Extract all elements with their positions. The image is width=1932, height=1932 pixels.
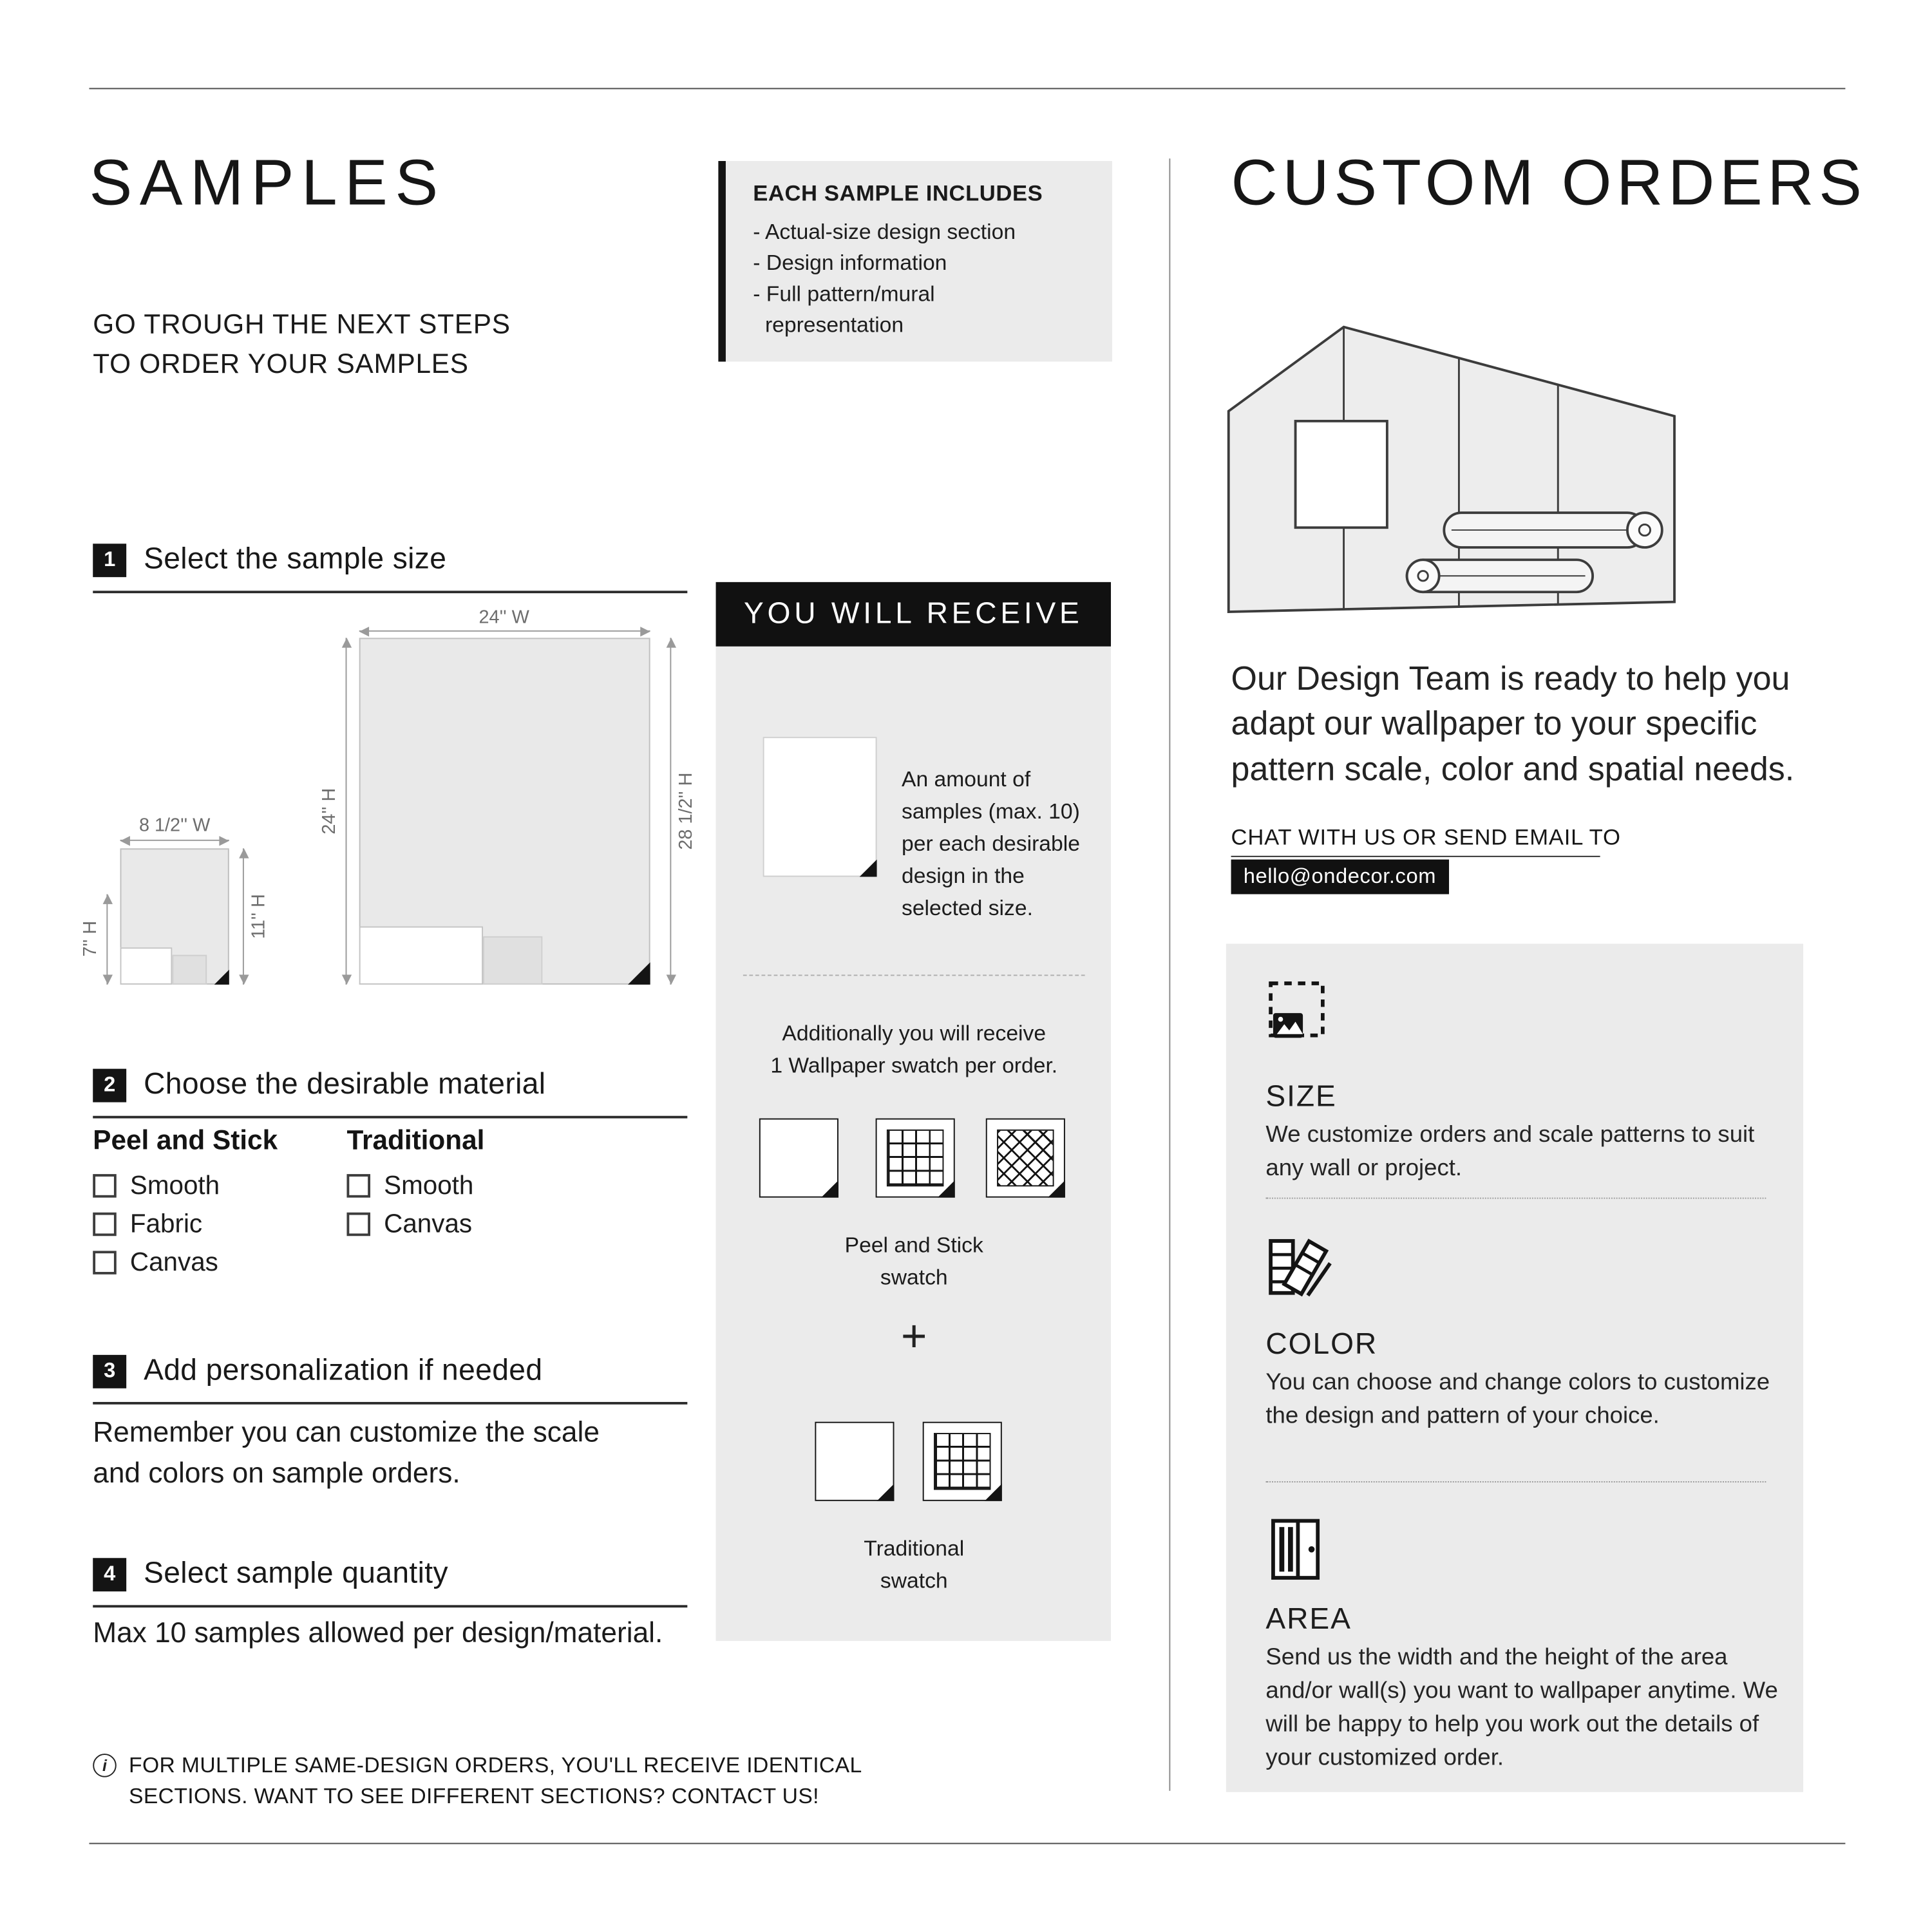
option-row bbox=[346, 1167, 473, 1206]
small-right-dim bbox=[243, 848, 244, 985]
receive-text-swatch: Additionally you will receive 1 Wallpaper swatch per order. bbox=[770, 1020, 1058, 1077]
option-label: Canvas bbox=[384, 1209, 473, 1238]
color-icon bbox=[1265, 1233, 1335, 1303]
swatch-crosshatch-icon bbox=[986, 1119, 1065, 1198]
includes-item: - Full pattern/mural representation bbox=[753, 280, 935, 337]
receive-divider bbox=[743, 974, 1085, 976]
includes-item: - Design information bbox=[753, 250, 947, 275]
wallpaper-roll bbox=[1407, 560, 1593, 592]
includes-title: EACH SAMPLE INCLUDES bbox=[753, 180, 1043, 206]
checkbox[interactable] bbox=[93, 1174, 117, 1198]
large-sample-diagram bbox=[359, 638, 650, 984]
swatch-grid-icon bbox=[923, 1422, 1002, 1501]
large-left-label: 24'' H bbox=[319, 788, 340, 835]
step-3-header bbox=[93, 1354, 687, 1405]
feature-title-area: AREA bbox=[1265, 1602, 1352, 1636]
panel-divider bbox=[1265, 1481, 1766, 1482]
large-right-dim bbox=[670, 638, 671, 984]
step-2-number: 2 bbox=[93, 1068, 126, 1102]
step-2-header bbox=[93, 1068, 687, 1119]
feature-title-size: SIZE bbox=[1265, 1079, 1337, 1113]
small-sample-inner-gray bbox=[172, 955, 207, 985]
feature-title-color: COLOR bbox=[1265, 1327, 1378, 1361]
wallpaper-roll bbox=[1444, 513, 1662, 547]
swatch-grid-icon bbox=[876, 1119, 955, 1198]
large-sample-inner-white bbox=[359, 926, 483, 984]
step-1-header bbox=[93, 542, 687, 593]
checkbox[interactable] bbox=[93, 1251, 117, 1274]
crosshatch-pattern bbox=[997, 1130, 1054, 1186]
grid-pattern bbox=[934, 1433, 990, 1490]
custom-orders-title: CUSTOM ORDERS bbox=[1231, 147, 1867, 220]
large-right-label: 28 1/2'' H bbox=[676, 772, 697, 850]
traditional-heading: Traditional bbox=[346, 1124, 485, 1156]
small-sample-inner-white bbox=[120, 947, 173, 985]
includes-item: - Actual-size design section bbox=[753, 219, 1016, 244]
chat-label: CHAT WITH US OR SEND EMAIL TO bbox=[1231, 824, 1621, 850]
option-row bbox=[93, 1205, 220, 1244]
grid-pattern bbox=[887, 1130, 943, 1186]
feature-text-size: We customize orders and scale patterns to suit any wall or project. bbox=[1265, 1122, 1755, 1182]
small-left-label: 7'' H bbox=[80, 920, 101, 957]
step-1-number: 1 bbox=[93, 543, 126, 576]
option-row bbox=[93, 1244, 220, 1282]
swatch-plain-icon bbox=[815, 1422, 894, 1501]
small-left-dim bbox=[106, 894, 108, 984]
chat-underline bbox=[1231, 856, 1600, 857]
receive-text-samples: An amount of samples (max. 10) per each desirable design in the selected size. bbox=[902, 766, 1080, 920]
swatch-plain-icon bbox=[759, 1119, 838, 1198]
option-label: Fabric bbox=[129, 1209, 203, 1238]
column-divider bbox=[1169, 158, 1170, 1791]
traditional-swatch-label: Traditional swatch bbox=[864, 1535, 965, 1593]
large-left-dim bbox=[346, 638, 347, 984]
email-badge[interactable]: hello@ondecor.com bbox=[1231, 860, 1449, 895]
area-icon bbox=[1265, 1516, 1330, 1583]
option-label: Canvas bbox=[129, 1247, 218, 1276]
step-1-title: Select the sample size bbox=[144, 542, 447, 576]
intro-text: GO TROUGH THE NEXT STEPS TO ORDER YOUR SAMPLES bbox=[93, 308, 511, 379]
large-width-dim bbox=[359, 630, 650, 632]
step-3-number: 3 bbox=[93, 1354, 126, 1388]
step-2-title: Choose the desirable material bbox=[144, 1067, 546, 1101]
checkbox[interactable] bbox=[93, 1213, 117, 1236]
checkbox[interactable] bbox=[346, 1213, 370, 1236]
you-will-receive-header: YOU WILL RECEIVE bbox=[716, 582, 1111, 647]
size-icon bbox=[1265, 978, 1332, 1048]
step-4-number: 4 bbox=[93, 1557, 126, 1591]
info-icon: i bbox=[93, 1754, 117, 1777]
small-sample-diagram bbox=[120, 848, 229, 985]
peel-and-stick-options bbox=[93, 1167, 220, 1282]
top-rule bbox=[89, 88, 1845, 90]
feature-text-area: Send us the width and the height of the area and/or wall(s) you want to wallpaper anytime. We will be happy to help you work out the details of your customized order. bbox=[1265, 1644, 1778, 1771]
footer-note: FOR MULTIPLE SAME-DESIGN ORDERS, YOU'LL RECEIVE IDENTICAL SECTIONS. WANT TO SEE DIFFERENT SECTIONS? CONTACT US! bbox=[129, 1752, 862, 1809]
bottom-rule bbox=[89, 1843, 1845, 1844]
custom-orders-paragraph: Our Design Team is ready to help you adapt our wallpaper to your specific pattern scale, color and spatial needs. bbox=[1231, 660, 1795, 788]
option-row bbox=[93, 1167, 220, 1206]
step-3-text: Remember you can customize the scale and colors on sample orders. bbox=[93, 1416, 600, 1488]
sample-sheet-icon bbox=[763, 737, 877, 876]
small-width-dim bbox=[120, 840, 229, 841]
traditional-options bbox=[346, 1167, 473, 1244]
step-4-header bbox=[93, 1557, 687, 1607]
small-right-label: 11'' H bbox=[248, 894, 270, 940]
option-label: Smooth bbox=[384, 1171, 474, 1200]
step-4-text: Max 10 samples allowed per design/material. bbox=[93, 1616, 663, 1649]
option-label: Smooth bbox=[129, 1171, 220, 1200]
feature-text-color: You can choose and change colors to customize the design and pattern of your choice. bbox=[1265, 1369, 1770, 1430]
small-width-label: 8 1/2'' W bbox=[138, 815, 211, 837]
plus-sign: + bbox=[901, 1310, 927, 1361]
step-4-title: Select sample quantity bbox=[144, 1557, 448, 1591]
each-sample-includes-box bbox=[718, 161, 1112, 362]
panel-divider bbox=[1265, 1198, 1766, 1199]
house-illustration bbox=[1224, 317, 1684, 620]
large-sample-inner-gray bbox=[483, 936, 542, 985]
option-row bbox=[346, 1205, 473, 1244]
samples-title: SAMPLES bbox=[89, 147, 446, 220]
peel-swatch-label: Peel and Stick swatch bbox=[844, 1232, 983, 1289]
step-3-title: Add personalization if needed bbox=[144, 1353, 543, 1387]
checkbox[interactable] bbox=[346, 1174, 370, 1198]
peel-and-stick-heading: Peel and Stick bbox=[93, 1124, 278, 1156]
large-width-label: 24'' W bbox=[478, 607, 529, 629]
